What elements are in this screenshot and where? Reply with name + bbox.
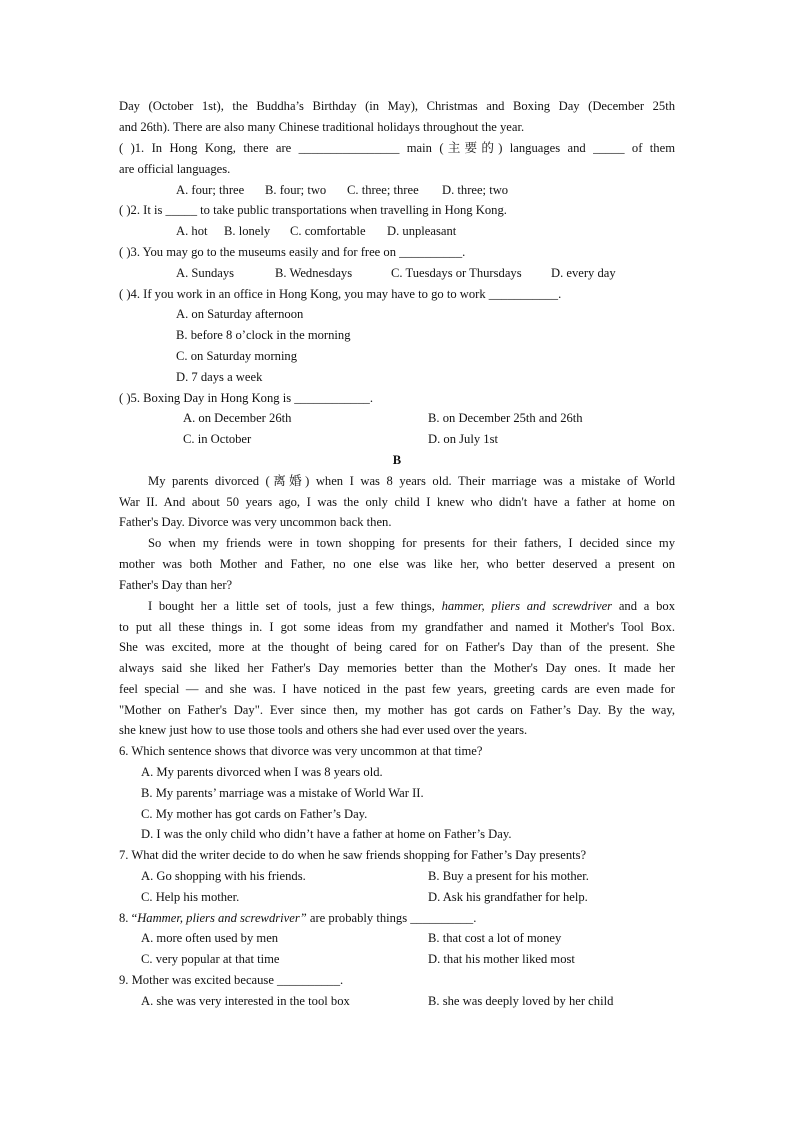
question-5-option-a[interactable]: A. on December 26th [183,411,292,425]
question-9-option-b[interactable]: B. she was deeply loved by her child [428,994,614,1008]
question-1-option-b[interactable]: B. four; two [265,183,327,197]
question-7-option-a[interactable]: A. Go shopping with his friends. [141,869,306,883]
question-5-stem: ( )5. Boxing Day in Hong Kong is ____________. [119,391,373,405]
question-4-option-b[interactable]: B. before 8 o’clock in the morning [176,328,351,342]
question-2-stem: ( )2. It is _____ to take public transportations when travelling in Hong Kong. [119,203,507,217]
question-2-option-d[interactable]: D. unpleasant [387,224,457,238]
question-8-stem-tail: are probably things __________. [306,911,477,925]
question-3-option-b[interactable]: B. Wednesdays [275,266,353,280]
passage-italic-fragment: hammer, pliers and screwdriver [441,599,613,613]
passage-line: Father's Day than her? [119,578,233,592]
question-8-option-c[interactable]: C. very popular at that time [141,952,280,966]
question-7-option-d[interactable]: D. Ask his grandfather for help. [428,890,588,904]
question-4-option-d[interactable]: D. 7 days a week [176,370,263,384]
question-2-option-c[interactable]: C. comfortable [290,224,366,238]
passage-line: always said she liked her Father's Day memories better than the Mother's Day ones. It made her [119,661,675,675]
passage-line: she knew just how to use those tools and others she had ever used over the years. [119,723,528,737]
passage-line: mother was both Mother and Father, no one else was like her, who better deserved a present on [119,557,675,571]
question-9-option-a[interactable]: A. she was very interested in the tool box [141,994,350,1008]
question-1-option-a[interactable]: A. four; three [176,183,245,197]
question-3-option-a[interactable]: A. Sundays [176,266,235,280]
question-7-stem: 7. What did the writer decide to do when he saw friends shopping for Father’s Day presents? [119,848,587,862]
question-7-option-c[interactable]: C. Help his mother. [141,890,240,904]
question-8-stem-open: 8. “ [119,911,138,925]
question-4-option-c[interactable]: C. on Saturday morning [176,349,298,363]
question-6-stem: 6. Which sentence shows that divorce was very uncommon at that time? [119,744,483,758]
passage-fragment: and a box [618,599,675,613]
question-6-option-b[interactable]: B. My parents’ marriage was a mistake of World War II. [141,786,424,800]
passage-line: Father's Day. Divorce was very uncommon back then. [119,515,392,529]
passage-line: feel special — and she was. I have noticed in the past few years, greeting cards are even made for [119,682,675,696]
question-8-option-b[interactable]: B. that cost a lot of money [428,931,562,945]
passage-line: She was excited, more at the thought of being cared for on Father's Day than of the present. She [119,640,675,654]
question-1-option-c[interactable]: C. three; three [347,183,419,197]
question-4-stem: ( )4. If you work in an office in Hong Kong, you may have to go to work ___________. [119,287,562,301]
question-8-option-d[interactable]: D. that his mother liked most [428,952,575,966]
question-1-option-d[interactable]: D. three; two [442,183,509,197]
question-7-option-b[interactable]: B. Buy a present for his mother. [428,869,589,883]
question-3-option-d[interactable]: D. every day [551,266,616,280]
question-2-option-a[interactable]: A. hot [176,224,208,238]
question-8-stem [119,908,675,929]
question-6-option-d[interactable]: D. I was the only child who didn’t have a father at home on Father’s Day. [141,827,512,841]
passage-fragment: I bought her a little set of tools, just a few things, [148,599,435,613]
question-3-option-c[interactable]: C. Tuesdays or Thursdays [391,266,522,280]
question-8-stem-italic: Hammer, pliers and screwdriver” [137,911,307,925]
question-5-option-b[interactable]: B. on December 25th and 26th [428,411,583,425]
question-4-option-a[interactable]: A. on Saturday afternoon [176,307,304,321]
passage-line: Day (October 1st), the Buddha’s Birthday (in May), Christmas and Boxing Day (December 25th [119,99,675,113]
passage-line: My parents divorced (离婚) when I was 8 years old. Their marriage was a mistake of World [148,474,675,488]
question-5-option-c[interactable]: C. in October [183,432,252,446]
passage-line: "Mother on Father's Day". Ever since then, my mother has got cards on Father’s Day. By the way, [119,703,675,717]
passage-line-mixed [148,596,675,617]
passage-line: and 26th). There are also many Chinese traditional holidays throughout the year. [119,120,525,134]
question-1-stem-cont: are official languages. [119,162,231,176]
section-b-heading: B [392,453,402,467]
passage-line: to put all these things in. I got some ideas from my grandfather and named it Mother's Tool Box. [119,620,675,634]
passage-line: So when my friends were in town shopping for presents for their fathers, I decided since my [148,536,675,550]
question-2-option-b[interactable]: B. lonely [224,224,271,238]
question-9-stem: 9. Mother was excited because __________. [119,973,344,987]
question-1-stem: ( )1. In Hong Kong, there are ________________ main (主要的) languages and _____ of them [119,141,675,155]
passage-line: War II. And about 50 years ago, I was the only child I knew who didn't have a father at home on [119,495,675,509]
question-6-option-a[interactable]: A. My parents divorced when I was 8 years old. [141,765,383,779]
question-3-stem: ( )3. You may go to the museums easily and for free on __________. [119,245,466,259]
question-8-option-a[interactable]: A. more often used by men [141,931,279,945]
question-6-option-c[interactable]: C. My mother has got cards on Father’s Day. [141,807,368,821]
question-5-option-d[interactable]: D. on July 1st [428,432,498,446]
